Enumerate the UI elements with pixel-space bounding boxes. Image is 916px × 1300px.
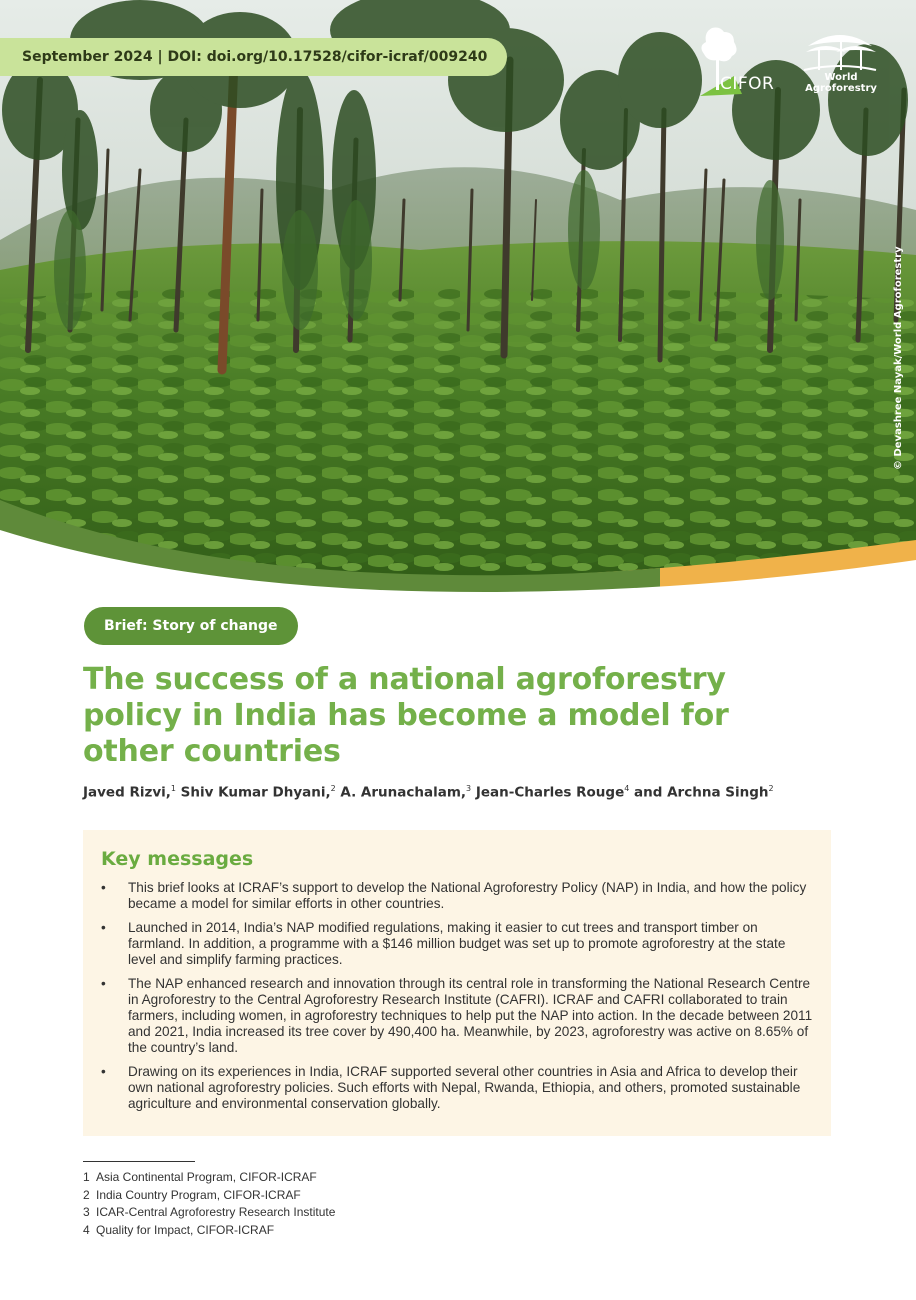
author-affiliation: 4 (624, 784, 630, 793)
footnote-number: 1 (83, 1170, 90, 1184)
bullet-icon: • (101, 976, 106, 991)
footnote-text: Asia Continental Program, CIFOR-ICRAF (96, 1170, 317, 1184)
footnote-number: 2 (83, 1187, 90, 1202)
tea-plantation-photo (0, 0, 916, 600)
doi-banner: September 2024 | DOI: doi.org/10.17528/cifor-icraf/009240 (0, 38, 507, 76)
list-item (101, 976, 815, 1056)
key-messages-box (83, 830, 831, 1136)
author-name: A. Arunachalam, (335, 784, 467, 801)
photo-credit: © Devashree Nayak/World Agroforestry (893, 246, 904, 470)
key-messages-list (101, 880, 815, 1120)
footnote-text: India Country Program, CIFOR-ICRAF (96, 1187, 301, 1202)
brief-type-tag: Brief: Story of change (84, 607, 298, 645)
author-name: Javed Rizvi, (83, 784, 171, 801)
footnote (83, 1169, 335, 1187)
world-agroforestry-logo-text: World Agroforestry (805, 72, 877, 94)
footnote (83, 1204, 335, 1222)
key-messages-title: Key messages (101, 848, 254, 870)
author-affiliation: 3 (466, 784, 472, 793)
page-title: The success of a national agroforestry policy in India has become a model for other countries (83, 662, 729, 769)
list-item (101, 920, 815, 968)
author-name: Shiv Kumar Dhyani, (175, 784, 331, 801)
author-list (83, 784, 863, 801)
key-message-text: Drawing on its experiences in India, ICRAF supported several other countries in Asia and Africa to develop their own national agroforestry policies. Such efforts with Nepal, Rwanda, Ethiopia, and others, promoted sustainable agriculture and environmental conservation globally. (128, 1064, 801, 1111)
footnote-number: 4 (83, 1222, 90, 1237)
author-affiliation: 2 (330, 784, 336, 793)
key-message-text: The NAP enhanced research and innovation through its central role in transforming the National Research Centre in Agroforestry to the Central Agroforestry Research Institute (CAFRI). ICRAF and CAFRI collaborated to train farmers, including women, in agroforestry techniques to help put the NAP into action. In the decade between 2011 and 2021, India increased its tree cover by 490,400 ha. Meanwhile, by 2023, agroforestry was active on 8.65% of the country’s land. (128, 976, 813, 1055)
list-item (101, 1064, 815, 1112)
footnotes (83, 1169, 335, 1239)
footnote (83, 1187, 335, 1205)
cifor-logo-text: CIFOR (720, 74, 775, 94)
bullet-icon: • (101, 1064, 106, 1079)
author-affiliation: 1 (170, 784, 176, 793)
list-item (101, 880, 815, 912)
author-name: Jean-Charles Rouge (471, 784, 625, 801)
footnote-text: ICAR-Central Agroforestry Research Institute (96, 1205, 336, 1219)
cover-photo (0, 0, 916, 600)
footnote (83, 1222, 335, 1240)
footnote-text: Quality for Impact, CIFOR-ICRAF (96, 1222, 275, 1237)
key-message-text: Launched in 2014, India’s NAP modified regulations, making it easier to cut trees and transport timber on farmland. In addition, a programme with a $146 million budget was set up to promote agroforestry at the state level and simplify farming practices. (128, 920, 786, 967)
author-affiliation: 2 (768, 784, 774, 793)
footnote-divider (83, 1161, 195, 1162)
author-name: and Archna Singh (629, 784, 769, 801)
bullet-icon: • (101, 920, 106, 935)
bullet-icon: • (101, 880, 106, 895)
footnote-number: 3 (83, 1205, 90, 1219)
key-message-text: This brief looks at ICRAF’s support to develop the National Agroforestry Policy (NAP) in India, and how the policy became a model for similar efforts in other countries. (128, 880, 807, 911)
